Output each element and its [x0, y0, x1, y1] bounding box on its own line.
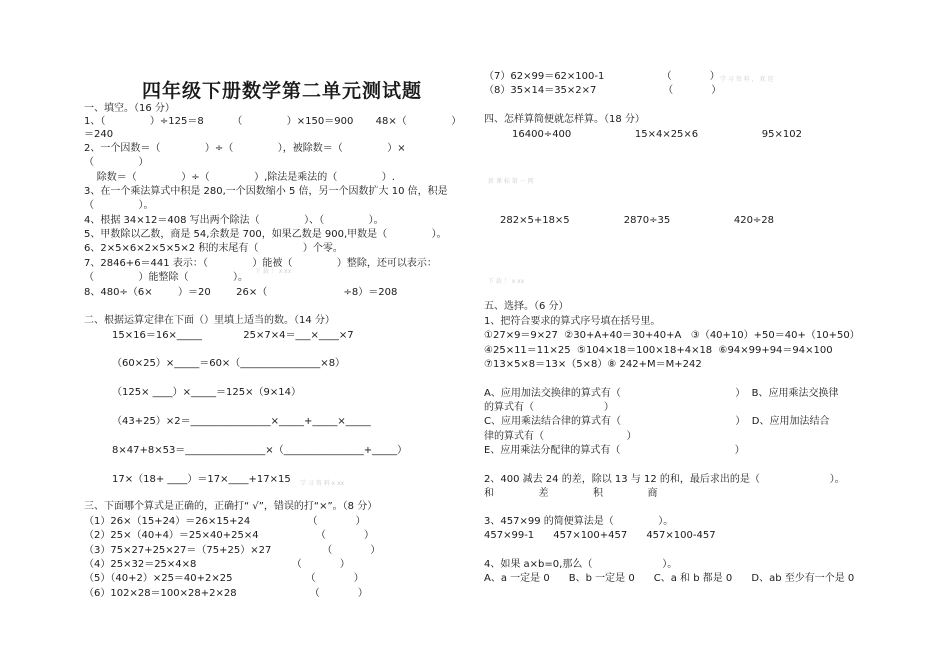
watermark-text: 学 习 资 料 x xx — [300, 480, 345, 487]
judge-line: （6）102×28＝100×28+2×28 （ ） — [84, 588, 368, 599]
judge-line: （2）25×（40+4）＝25×40+25×4 （ ） — [84, 530, 374, 541]
choice-line: 457×99-1 457×100+457 457×100-457 — [484, 530, 716, 541]
question-line: ＝240 — [84, 129, 114, 140]
watermark-text: 新 课 标 第 一 网 — [488, 178, 534, 185]
section-1-heading: 一、填空。（16 分） — [84, 103, 175, 114]
judge-line: （7）62×99＝62×100-1 （ ） — [484, 71, 720, 82]
judge-line: （5）（40+2）×25＝40+2×25 （ ） — [84, 573, 364, 584]
question-line: 7、2846+6＝441 表示：（ ）能被（ ）整除，还可以表示： — [84, 258, 437, 269]
choice-line: A、a 一定是 0 B、b 一定是 0 C、a 和 b 都是 0 D、ab 至少有一个是 0 — [484, 573, 855, 584]
choice-line: C、应用乘法结合律的算式有（ ） D、应用加法结合 — [484, 416, 830, 427]
section-4-heading: 四、怎样算简便就怎样算。（18 分） — [484, 114, 645, 125]
judge-line: （4）25×32＝25×4×8 （ ） — [84, 559, 350, 570]
choice-line: 1、把符合要求的算式序号填在括号里。 — [484, 316, 661, 327]
question-line: （ ）能整除（ ）。 — [84, 272, 249, 283]
question-line: 8、480÷（6× ）＝20 26×（ ÷8）＝208 — [84, 287, 398, 298]
section-3-heading: 三、下面哪个算式是正确的，正确打“ √”，错误的打“×”。（8 分） — [84, 501, 378, 512]
law-line: 8×47+8×53＝________________×（________________+_____） — [112, 445, 408, 456]
choice-line: ④25×11＝11×25 ⑤104×18＝100×18+4×18 ⑥94×99+94＝94×100 — [484, 345, 833, 356]
judge-line: （3）75×27+25×27＝（75+25）×27 （ ） — [84, 545, 381, 556]
choice-line: 的算式有（ ） — [484, 402, 614, 413]
question-line: 5、甲数除以乙数，商是 54,余数是 700，如果乙数是 900,甲数是（ ）。 — [84, 229, 447, 240]
watermark-text: 下 载 ！ x xx — [255, 268, 292, 275]
judge-line: （8）35×14＝35×2×7 （ ） — [484, 85, 722, 96]
law-line: 15×16＝16×_____ 25×7×4＝___×____×7 — [112, 330, 354, 341]
choice-line: 和 差 积 商 — [484, 488, 658, 499]
choice-line: ①27×9＝9×27 ②30+A+40＝30+40+A ③（40+10）+50＝40+（10+50） — [484, 330, 860, 341]
question-line: 除数＝（ ）÷（ ）,除法是乘法的（ ）. — [84, 172, 395, 183]
page-title: 四年级下册数学第二单元测试题 — [142, 80, 423, 102]
choice-line: A、应用加法交换律的算式有（ ） B、应用乘法交换律 — [484, 388, 839, 399]
question-line: 1、（ ）÷125＝8 （ ）×150＝900 48×（ ） — [84, 116, 462, 127]
law-line: 17×（18+ ____）＝17×____+17×15 — [112, 474, 291, 485]
question-line: （ ）。 — [84, 200, 154, 211]
calc-line: 16400÷400 15×4×25×6 95×102 — [512, 129, 802, 140]
law-line: （43+25）×2＝________________×_____+_____×_____ — [112, 416, 371, 427]
choice-line: E、应用乘法分配律的算式有（ ） — [484, 445, 745, 456]
law-line: （125× ____）×_____＝125×（9×14） — [112, 387, 301, 398]
judge-line: （1）26×（15+24）＝26×15+24 （ ） — [84, 516, 366, 527]
choice-line: 3、457×99 的简便算法是（ ）。 — [484, 516, 674, 527]
watermark-text: 下 载 ！ x xx — [488, 278, 525, 285]
calc-line: 282×5+18×5 2870÷35 420÷28 — [500, 215, 775, 226]
choice-line: 2、400 减去 24 的差，除以 13 与 12 的和，最后求出的是（ ）。 — [484, 474, 845, 485]
section-2-heading: 二、根据运算定律在下面（）里填上适当的数。（14 分） — [84, 315, 335, 326]
question-line: 4、根据 34×12＝408 写出两个除法（ ）、（ ）。 — [84, 215, 384, 226]
question-line: 3、在一个乘法算式中积是 280,一个因数缩小 5 倍，另一个因数扩大 10 倍，积是 — [84, 186, 448, 197]
choice-line: 4、如果 a×b=0,那么（ ）。 — [484, 559, 678, 570]
watermark-text: 学 习 资 料 ， 欢 迎 — [720, 76, 774, 83]
choice-line: ⑦13×5×8＝13×（5×8）⑧ 242+M＝M+242 — [484, 359, 702, 370]
question-line: （ ） — [84, 157, 149, 168]
question-line: 2、一个因数＝（ ）÷（ ），被除数＝（ ）× — [84, 143, 406, 154]
choice-line: 律的算式有（ ） — [484, 431, 637, 442]
section-5-heading: 五、选择。（6 分） — [484, 301, 569, 312]
law-line: （60×25）×_____＝60×（________________×8） — [112, 358, 346, 369]
question-line: 6、2×5×6×2×5×5×2 积的末尾有（ ）个零。 — [84, 243, 343, 254]
